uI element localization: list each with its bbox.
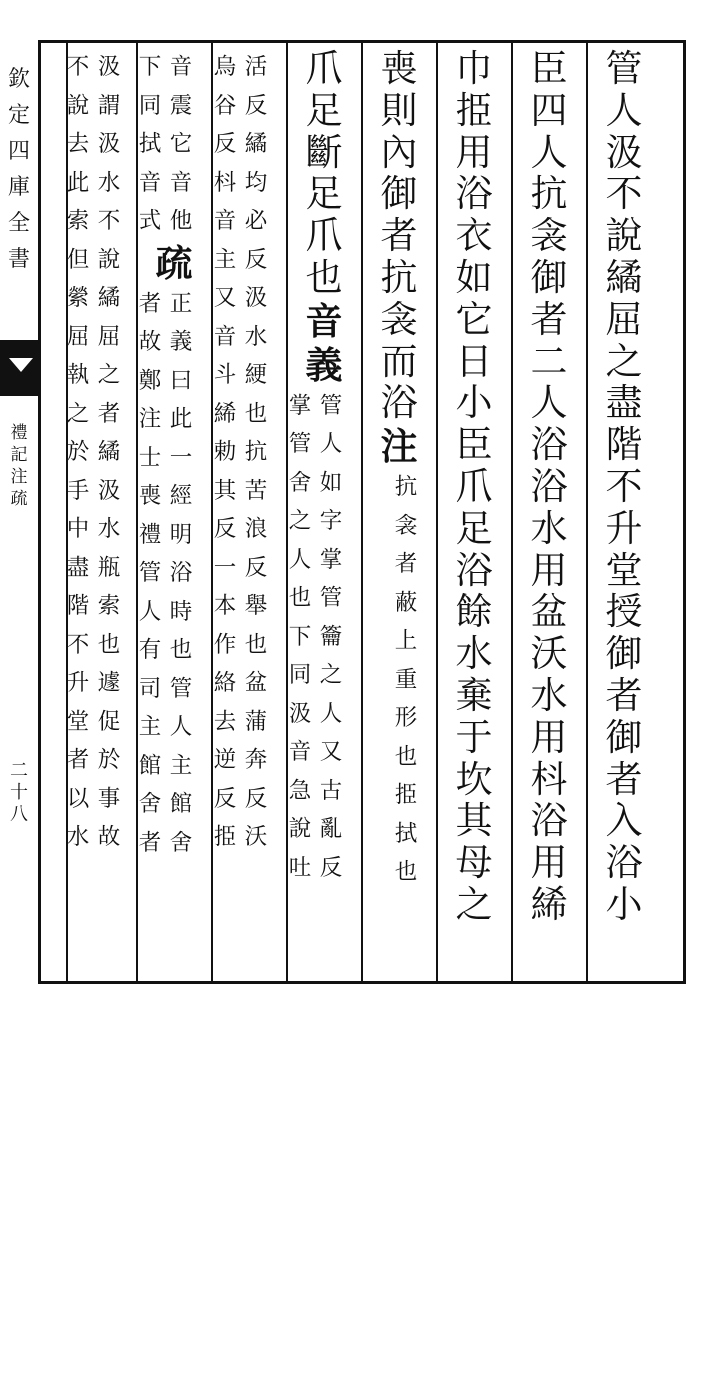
commentary-char: 舉 — [244, 593, 268, 619]
marker-char: 疏 — [155, 240, 193, 285]
commentary-char: 之 — [288, 508, 312, 535]
library-title-char: 全 — [7, 211, 30, 236]
commentary-char: 音 — [213, 323, 237, 350]
main-char: 浴 — [605, 841, 643, 885]
commentary-char: 吐 — [288, 854, 312, 881]
commentary-char: 管 — [138, 560, 162, 586]
main-char: 者 — [605, 757, 643, 801]
commentary-char: 絺 — [213, 400, 237, 427]
main-char: 盆 — [530, 590, 568, 634]
commentary-char: 又 — [213, 285, 237, 311]
main-char: 則 — [380, 88, 418, 132]
page-number — [4, 760, 34, 826]
commentary-char: 人 — [169, 714, 193, 740]
commentary-char: 音 — [138, 169, 162, 196]
small-commentary-right-line — [96, 48, 122, 973]
commentary-char: 重 — [394, 666, 418, 693]
small-commentary-left-line — [212, 48, 238, 973]
main-char: 說 — [605, 214, 643, 258]
commentary-char: 同 — [288, 662, 312, 689]
small-commentary-left-line — [137, 285, 163, 1210]
commentary-char: 反 — [213, 516, 237, 542]
commentary-char: 汲 — [97, 54, 121, 80]
commentary-char: 繘 — [244, 131, 268, 157]
commentary-char: 階 — [66, 593, 90, 619]
main-char: 于 — [455, 715, 493, 759]
commentary-char: 故 — [138, 329, 162, 355]
commentary-char: 下 — [288, 623, 312, 650]
commentary-char: 堂 — [66, 708, 90, 735]
commentary-char: 盡 — [66, 554, 90, 581]
main-char: 坎 — [455, 757, 493, 801]
commentary-char: 奔 — [244, 747, 268, 773]
commentary-char: 音 — [288, 739, 312, 766]
main-char: 小 — [455, 381, 493, 425]
commentary-char: 館 — [138, 752, 162, 779]
commentary-char: 本 — [213, 593, 237, 619]
marker-char: 注 — [380, 424, 418, 469]
commentary-char: 汲 — [97, 477, 121, 504]
commentary-char: 必 — [244, 208, 268, 234]
page-number-char: 八 — [10, 804, 28, 825]
commentary-char: 遽 — [97, 670, 121, 696]
commentary-char: 注 — [138, 406, 162, 432]
main-char: 衾 — [380, 297, 418, 341]
commentary-char: 上 — [394, 628, 418, 655]
main-char: 浴 — [530, 423, 568, 467]
main-char: 水 — [455, 632, 493, 676]
main-char: 它 — [455, 297, 493, 341]
commentary-char: 蒲 — [244, 708, 268, 735]
commentary-char: 中 — [66, 516, 90, 542]
commentary-char: 去 — [213, 708, 237, 735]
commentary-char: 縈 — [66, 285, 90, 311]
main-char: 不 — [605, 172, 643, 216]
commentary-char: 謂 — [97, 92, 121, 119]
commentary-char: 士 — [138, 444, 162, 471]
commentary-char: 勅 — [213, 439, 237, 465]
main-char: 臣 — [530, 48, 568, 90]
main-char: 入 — [605, 799, 643, 843]
commentary-char: 者 — [138, 829, 162, 856]
main-char: 棄 — [455, 673, 493, 717]
main-char: 衾 — [530, 214, 568, 258]
commentary-char: 舍 — [138, 791, 162, 817]
commentary-char: 屈 — [66, 323, 90, 350]
column-rule — [511, 40, 513, 984]
commentary-char: 沃 — [244, 824, 268, 850]
small-commentary-right-line — [393, 468, 419, 1393]
commentary-char: 作 — [213, 631, 237, 658]
commentary-char: 舍 — [169, 829, 193, 856]
main-text-column — [596, 48, 652, 973]
commentary-char: 司 — [138, 675, 162, 702]
commentary-char: 升 — [66, 670, 90, 696]
commentary-char: 震 — [169, 92, 193, 119]
commentary-char: 也 — [169, 637, 193, 663]
main-char: 階 — [605, 423, 643, 467]
commentary-char: 衾 — [394, 512, 418, 539]
book-title-char: 注 — [10, 467, 28, 487]
commentary-char: 也 — [394, 743, 418, 770]
commentary-char: 拭 — [138, 131, 162, 157]
column-rule — [436, 40, 438, 984]
main-char: 小 — [605, 882, 643, 926]
commentary-char: 浪 — [244, 516, 268, 542]
main-char: 御 — [605, 632, 643, 676]
commentary-char: 谷 — [213, 92, 237, 119]
commentary-char: 之 — [97, 362, 121, 388]
main-char: 者 — [380, 214, 418, 258]
commentary-char: 也 — [244, 400, 268, 427]
commentary-char: 字 — [319, 508, 343, 535]
commentary-char: 蔽 — [394, 589, 418, 616]
main-char: 用 — [530, 548, 568, 592]
commentary-char: 義 — [169, 329, 193, 355]
commentary-char: 汲 — [244, 285, 268, 311]
main-char: 日 — [455, 339, 493, 383]
commentary-char: 舍 — [288, 469, 312, 496]
commentary-char: 亂 — [319, 816, 343, 843]
commentary-char: 烏 — [213, 54, 237, 80]
commentary-char: 掌 — [288, 392, 312, 419]
commentary-char: 禮 — [138, 521, 162, 548]
commentary-char: 此 — [66, 169, 90, 196]
commentary-char: 者 — [138, 290, 162, 317]
main-char: 四 — [530, 88, 568, 132]
commentary-char: 其 — [213, 477, 237, 504]
commentary-char: 反 — [213, 785, 237, 812]
commentary-char: 繘 — [97, 439, 121, 465]
main-char: 爪 — [305, 48, 343, 90]
main-char: 用 — [530, 841, 568, 885]
main-char: 臣 — [455, 423, 493, 467]
commentary-char: 事 — [97, 785, 121, 812]
commentary-char: 鄭 — [138, 367, 162, 394]
book-title-char: 記 — [10, 445, 28, 465]
commentary-char: 索 — [66, 208, 90, 234]
commentary-char: 索 — [97, 593, 121, 619]
main-char: 挋 — [455, 88, 493, 132]
main-char: 而 — [380, 339, 418, 383]
book-title — [4, 422, 34, 510]
commentary-char: 者 — [394, 551, 418, 578]
library-title-char: 庫 — [7, 175, 30, 200]
main-char: 御 — [605, 715, 643, 759]
commentary-char: 汲 — [288, 700, 312, 727]
commentary-char: 人 — [319, 431, 343, 458]
commentary-char: 以 — [66, 785, 90, 812]
main-char: 喪 — [380, 48, 418, 90]
commentary-char: 水 — [244, 323, 268, 350]
main-char: 足 — [455, 506, 493, 550]
main-char: 之 — [455, 882, 493, 926]
commentary-char: 正 — [169, 290, 193, 317]
commentary-char: 又 — [319, 739, 343, 766]
commentary-char: 他 — [169, 208, 193, 234]
commentary-char: 逆 — [213, 747, 237, 773]
commentary-char: 下 — [138, 54, 162, 80]
main-char: 不 — [605, 464, 643, 508]
main-char: 堂 — [605, 548, 643, 592]
commentary-char: 如 — [319, 469, 343, 496]
commentary-char: 絡 — [213, 670, 237, 696]
commentary-char: 說 — [288, 816, 312, 843]
main-char: 巾 — [455, 48, 493, 90]
commentary-char: 管 — [169, 675, 193, 702]
main-char: 餘 — [455, 590, 493, 634]
commentary-char: 一 — [213, 554, 237, 581]
main-char: 衣 — [455, 214, 493, 258]
main-char: 內 — [380, 130, 418, 174]
commentary-char: 不 — [97, 208, 121, 234]
commentary-char: 明 — [169, 521, 193, 548]
main-char: 繘 — [605, 255, 643, 299]
commentary-char: 管 — [288, 431, 312, 458]
commentary-char: 管 — [319, 392, 343, 419]
commentary-char: 執 — [66, 362, 90, 388]
small-commentary-left-line — [287, 387, 313, 1312]
commentary-char: 經 — [169, 483, 193, 509]
page-number-char: 十 — [10, 782, 28, 803]
commentary-char: 式 — [138, 208, 162, 234]
small-commentary-right-line — [318, 387, 344, 1312]
commentary-char: 不 — [66, 631, 90, 658]
main-char: 如 — [455, 255, 493, 299]
commentary-char: 同 — [138, 92, 162, 119]
commentary-char: 者 — [97, 400, 121, 427]
commentary-char: 主 — [213, 246, 237, 273]
small-commentary-left-line — [65, 48, 91, 973]
commentary-char: 館 — [169, 791, 193, 817]
main-char: 盡 — [605, 381, 643, 425]
main-char: 御 — [380, 172, 418, 216]
main-char: 之 — [605, 339, 643, 383]
commentary-char: 管 — [319, 585, 343, 612]
commentary-char: 斗 — [213, 362, 237, 388]
commentary-char: 形 — [394, 705, 418, 732]
main-char: 用 — [530, 715, 568, 759]
main-char: 斷 — [305, 130, 343, 174]
commentary-char: 它 — [169, 131, 193, 157]
main-char: 母 — [455, 841, 493, 885]
main-char: 足 — [305, 88, 343, 132]
commentary-char: 說 — [66, 92, 90, 119]
commentary-char: 去 — [66, 131, 90, 157]
commentary-char: 於 — [97, 747, 121, 773]
commentary-char: 水 — [97, 169, 121, 196]
commentary-char: 反 — [244, 785, 268, 812]
commentary-char: 曰 — [169, 367, 193, 394]
commentary-char: 音 — [169, 169, 193, 196]
main-char: 足 — [305, 172, 343, 216]
main-char: 也 — [305, 255, 343, 299]
commentary-char: 有 — [138, 637, 162, 663]
commentary-char: 音 — [213, 208, 237, 234]
main-char: 者 — [530, 297, 568, 341]
commentary-char: 汲 — [97, 131, 121, 157]
commentary-char: 浴 — [169, 560, 193, 586]
commentary-char: 於 — [66, 439, 90, 465]
main-char: 浴 — [455, 548, 493, 592]
main-char: 爪 — [455, 464, 493, 508]
commentary-char: 反 — [244, 92, 268, 119]
page-margin — [0, 40, 38, 984]
commentary-char: 急 — [288, 777, 312, 804]
commentary-char: 屈 — [97, 323, 121, 350]
main-char: 御 — [530, 255, 568, 299]
library-title — [4, 62, 34, 278]
book-title-char: 疏 — [10, 489, 28, 509]
commentary-char: 音 — [169, 54, 193, 80]
commentary-char: 手 — [66, 477, 90, 504]
commentary-char: 人 — [138, 598, 162, 625]
commentary-char: 拭 — [394, 820, 418, 847]
main-char: 浴 — [455, 172, 493, 216]
page-number-char: 二 — [10, 760, 28, 781]
main-char: 浴 — [530, 464, 568, 508]
main-char: 用 — [455, 130, 493, 174]
library-title-char: 欽 — [7, 67, 30, 92]
commentary-char: 也 — [97, 631, 121, 658]
main-char: 人 — [530, 130, 568, 174]
commentary-char: 水 — [66, 824, 90, 850]
commentary-char: 促 — [97, 708, 121, 735]
main-char: 絺 — [530, 882, 568, 926]
commentary-char: 水 — [97, 516, 121, 542]
main-char: 其 — [455, 799, 493, 843]
library-title-char: 定 — [7, 103, 30, 128]
commentary-char: 抗 — [394, 474, 418, 501]
commentary-char: 也 — [288, 585, 312, 612]
commentary-char: 故 — [97, 824, 121, 850]
commentary-char: 挋 — [213, 824, 237, 850]
commentary-char: 此 — [169, 406, 193, 432]
main-char: 汲 — [605, 130, 643, 174]
main-char: 浴 — [380, 381, 418, 425]
small-commentary-right-line — [168, 285, 194, 1210]
commentary-char: 之 — [319, 662, 343, 689]
commentary-char: 之 — [66, 400, 90, 427]
commentary-char: 主 — [169, 752, 193, 779]
main-text-column — [521, 48, 577, 973]
commentary-char: 主 — [138, 714, 162, 740]
marker-char: 音 — [305, 298, 343, 343]
commentary-char: 也 — [394, 859, 418, 886]
commentary-char: 枓 — [213, 169, 237, 196]
fish-tail-notch — [9, 358, 33, 372]
commentary-char: 活 — [244, 54, 268, 80]
column-rule — [361, 40, 363, 984]
column-rule — [586, 40, 588, 984]
commentary-char: 苦 — [244, 477, 268, 504]
commentary-char: 掌 — [319, 546, 343, 573]
commentary-char: 挋 — [394, 782, 418, 809]
commentary-char: 反 — [244, 246, 268, 273]
commentary-char: 籥 — [319, 623, 343, 650]
commentary-char: 者 — [66, 747, 90, 773]
commentary-char: 不 — [66, 54, 90, 80]
main-char: 人 — [530, 381, 568, 425]
commentary-char: 瓶 — [97, 554, 121, 581]
commentary-char: 盆 — [244, 670, 268, 696]
commentary-char: 喪 — [138, 483, 162, 509]
main-char: 抗 — [380, 255, 418, 299]
commentary-char: 人 — [288, 546, 312, 573]
commentary-char: 一 — [169, 444, 193, 471]
main-char: 爪 — [305, 214, 343, 258]
main-char: 抗 — [530, 172, 568, 216]
library-title-char: 四 — [7, 139, 30, 164]
main-text-column — [446, 48, 502, 973]
main-char: 水 — [530, 506, 568, 550]
commentary-char: 人 — [319, 700, 343, 727]
commentary-char: 繘 — [97, 285, 121, 311]
commentary-char: 抗 — [244, 439, 268, 465]
small-commentary-right-line — [243, 48, 269, 973]
main-char: 水 — [530, 673, 568, 717]
main-char: 沃 — [530, 632, 568, 676]
commentary-char: 反 — [319, 854, 343, 881]
commentary-char: 但 — [66, 246, 90, 273]
marker-char: 義 — [305, 342, 343, 387]
main-char: 管 — [605, 48, 643, 90]
main-char: 浴 — [530, 799, 568, 843]
commentary-char: 反 — [244, 554, 268, 581]
main-char: 者 — [605, 673, 643, 717]
library-title-char: 書 — [7, 247, 30, 272]
book-title-char: 禮 — [10, 423, 28, 443]
main-char: 升 — [605, 506, 643, 550]
commentary-char: 綆 — [244, 362, 268, 388]
main-char: 屈 — [605, 297, 643, 341]
commentary-char: 說 — [97, 246, 121, 273]
main-char: 人 — [605, 88, 643, 132]
commentary-char: 也 — [244, 631, 268, 658]
main-char: 枓 — [530, 757, 568, 801]
commentary-char: 反 — [213, 131, 237, 157]
main-char: 二 — [530, 339, 568, 383]
main-char: 授 — [605, 590, 643, 634]
commentary-char: 時 — [169, 598, 193, 625]
commentary-char: 古 — [319, 777, 343, 804]
commentary-char: 均 — [244, 169, 268, 196]
